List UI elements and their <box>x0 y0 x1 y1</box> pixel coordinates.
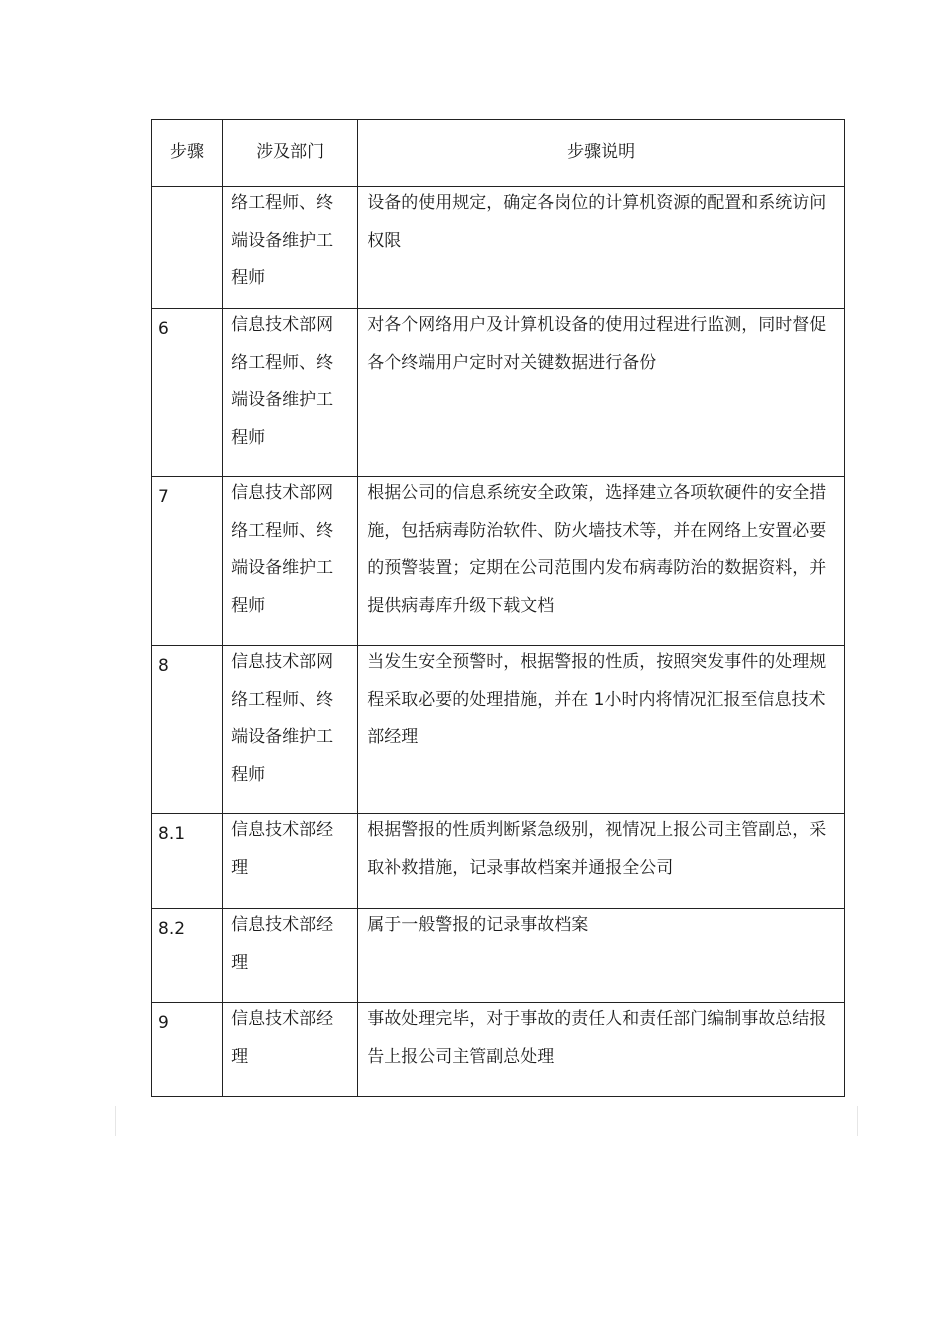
table-row <box>152 187 845 309</box>
department-cell: 信息技术部经理 <box>223 1003 358 1097</box>
department-cell: 信息技术部网络工程师、终端设备维护工程师 <box>223 477 358 646</box>
department-cell: 信息技术部经理 <box>223 909 358 1003</box>
step-cell <box>152 187 223 309</box>
table-row <box>152 477 845 646</box>
department-cell: 信息技术部网络工程师、终端设备维护工程师 <box>223 646 358 814</box>
step-cell: 8.2 <box>152 909 223 1003</box>
department-cell: 信息技术部网络工程师、终端设备维护工程师 <box>223 309 358 477</box>
step-cell: 7 <box>152 477 223 646</box>
description-cell: 当发生安全预警时，根据警报的性质，按照突发事件的处理规程采取必要的处理措施，并在 1小时内将情况汇报至信息技术部经理 <box>358 646 845 814</box>
table-row <box>152 1003 845 1097</box>
header-description: 步骤说明 <box>358 120 845 187</box>
description-cell: 事故处理完毕，对于事故的责任人和责任部门编制事故总结报告上报公司主管副总处理 <box>358 1003 845 1097</box>
header-step: 步骤 <box>152 120 223 187</box>
procedure-table <box>151 119 845 1097</box>
header-department: 涉及部门 <box>223 120 358 187</box>
department-cell: 络工程师、终端设备维护工程师 <box>223 187 358 309</box>
description-cell: 设备的使用规定，确定各岗位的计算机资源的配置和系统访问权限 <box>358 187 845 309</box>
description-cell: 根据公司的信息系统安全政策，选择建立各项软硬件的安全措施，包括病毒防治软件、防火墙技术等，并在网络上安置必要的预警装置；定期在公司范围内发布病毒防治的数据资料，并提供病毒库升级下载文档 <box>358 477 845 646</box>
table-row <box>152 646 845 814</box>
page-edge-right <box>857 1106 858 1136</box>
department-cell: 信息技术部经理 <box>223 814 358 909</box>
table-row <box>152 814 845 909</box>
header-row <box>152 120 845 187</box>
step-cell: 8 <box>152 646 223 814</box>
step-cell: 9 <box>152 1003 223 1097</box>
description-cell: 属于一般警报的记录事故档案 <box>358 909 845 1003</box>
table-row <box>152 309 845 477</box>
step-cell: 6 <box>152 309 223 477</box>
page-edge-left <box>115 1106 116 1136</box>
table-row <box>152 909 845 1003</box>
step-cell: 8.1 <box>152 814 223 909</box>
description-cell: 根据警报的性质判断紧急级别，视情况上报公司主管副总，采取补救措施，记录事故档案并通报全公司 <box>358 814 845 909</box>
description-cell: 对各个网络用户及计算机设备的使用过程进行监测，同时督促各个终端用户定时对关键数据进行备份 <box>358 309 845 477</box>
